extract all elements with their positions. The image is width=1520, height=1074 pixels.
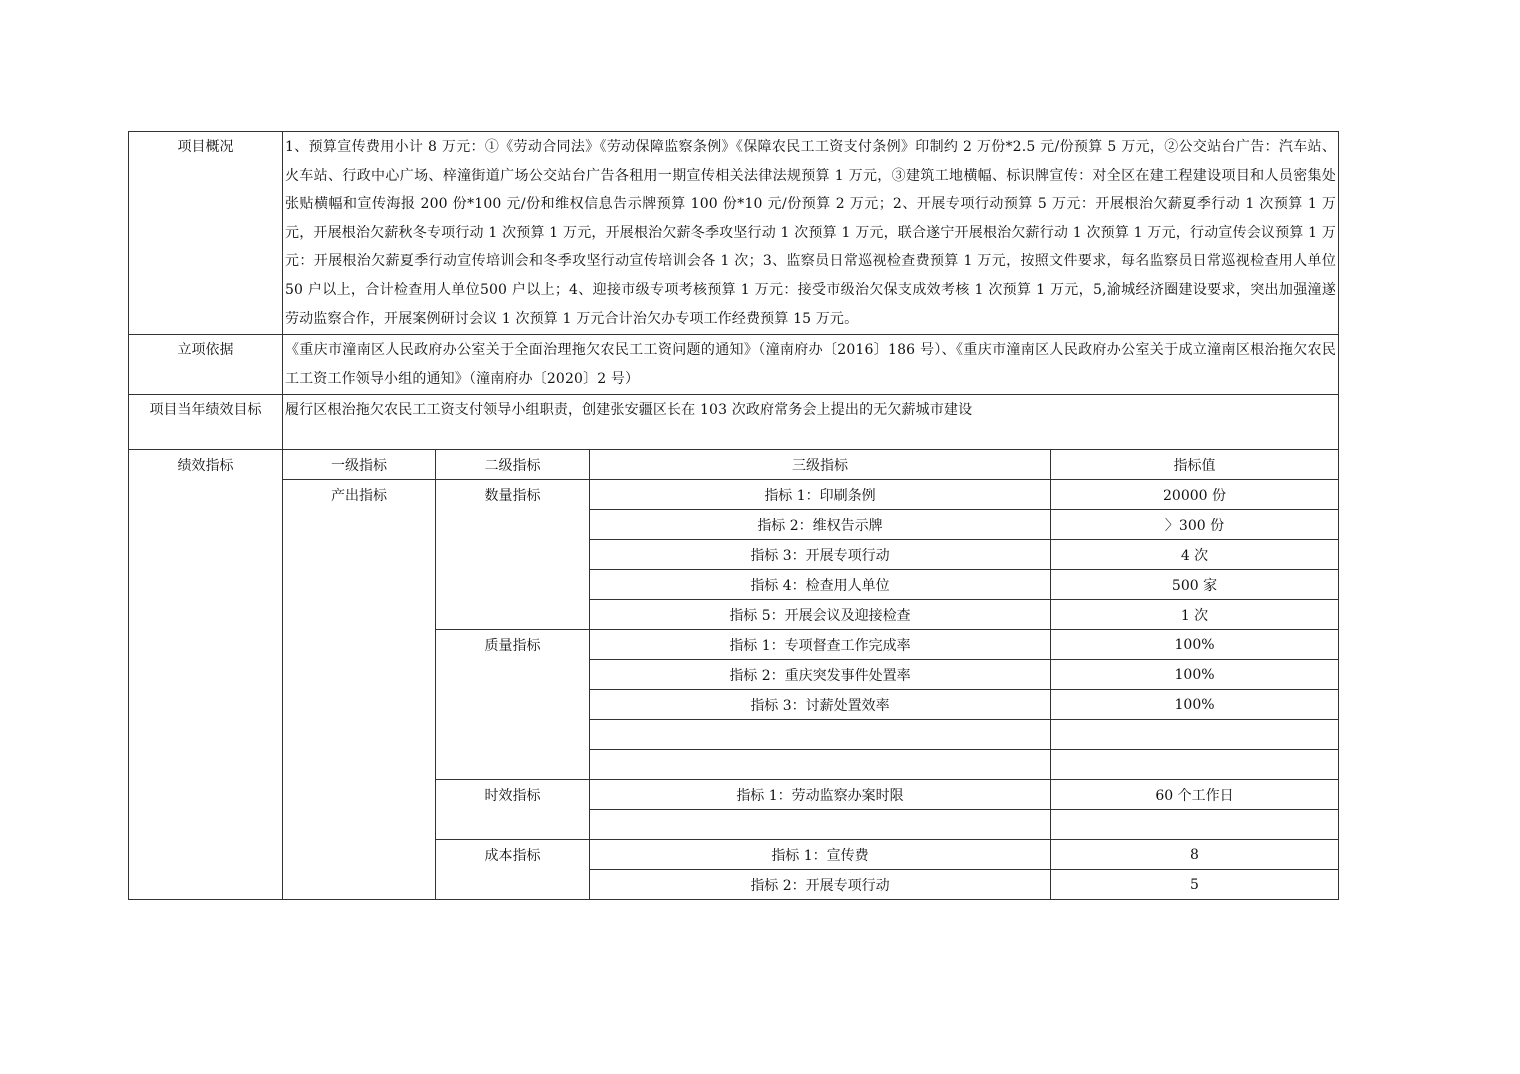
goal-text: 履行区根治拖欠农民工工资支付领导小组职责，创建张安疆区长在 103 次政府常务会上提出的无欠薪城市建设 bbox=[283, 395, 1339, 450]
indicator-name: 指标 1：宣传费 bbox=[590, 840, 1051, 870]
indicator-name: 指标 2：开展专项行动 bbox=[590, 870, 1051, 900]
indicator-value: 〉300 份 bbox=[1051, 510, 1339, 540]
indicator-name: 指标 2：维权告示牌 bbox=[590, 510, 1051, 540]
indicator-value: 8 bbox=[1051, 840, 1339, 870]
header-level1: 一级指标 bbox=[283, 450, 436, 480]
header-level2: 二级指标 bbox=[436, 450, 590, 480]
indicator-value: 5 bbox=[1051, 870, 1339, 900]
indicator-value: 1 次 bbox=[1051, 600, 1339, 630]
indicator-value: 20000 份 bbox=[1051, 480, 1339, 510]
overview-label: 项目概况 bbox=[129, 132, 283, 335]
header-level3: 三级指标 bbox=[590, 450, 1051, 480]
indicator-value: 500 家 bbox=[1051, 570, 1339, 600]
indicator-row bbox=[129, 480, 1339, 510]
indicators-label: 绩效指标 bbox=[129, 450, 283, 900]
group-quality: 质量指标 bbox=[436, 630, 590, 780]
level1-output: 产出指标 bbox=[283, 480, 436, 900]
indicator-name bbox=[590, 720, 1051, 750]
indicator-value: 60 个工作日 bbox=[1051, 780, 1339, 810]
goal-row bbox=[129, 395, 1339, 450]
group-timeliness: 时效指标 bbox=[436, 780, 590, 840]
header-value: 指标值 bbox=[1051, 450, 1339, 480]
indicator-value: 100% bbox=[1051, 690, 1339, 720]
indicator-name: 指标 3：讨薪处置效率 bbox=[590, 690, 1051, 720]
goal-label: 项目当年绩效目标 bbox=[129, 395, 283, 450]
indicator-header-row bbox=[129, 450, 1339, 480]
overview-row bbox=[129, 132, 1339, 335]
indicator-value: 4 次 bbox=[1051, 540, 1339, 570]
group-quantity: 数量指标 bbox=[436, 480, 590, 630]
overview-text: 1、预算宣传费用小计 8 万元：①《劳动合同法》《劳动保障监察条例》《保障农民工工资支付条例》印制约 2 万份*2.5 元/份预算 5 万元，②公交站台广告：汽车站、火车站、行政中心广场、梓潼街道广场公交站台广告各租用一期宣传相关法律法规预算 1 万元，③建筑工地横幅、标识牌宣传：对全区在建工程建设项目和人员密集处张贴横幅和宣传海报 200 份*100 元/份和维权信息告示牌预算 100 份*10 元/份预算 2 万元；2、开展专项行动预算 5 万元：开展根治欠薪夏季行动 1 次预算 1 万元，开展根治欠薪秋冬专项行动 1 次预算 1 万元，开展根治欠薪冬季攻坚行动 1 次预算 1 万元，联合遂宁开展根治欠薪行动 1 次预算 1 万元，行动宣传会议预算 1 万元：开展根治欠薪夏季行动宣传培训会和冬季攻坚行动宣传培训会各 1 次；3、监察员日常巡视检查费预算 1 万元，按照文件要求，每名监察员日常巡视检查用人单位 50 户以上，合计检查用人单位500 户以上；4、迎接市级专项考核预算 1 万元：接受市级治欠保支成效考核 1 次预算 1 万元，5,渝城经济圈建设要求，突出加强潼遂劳动监察合作，开展案例研讨会议 1 次预算 1 万元合计治欠办专项工作经费预算 15 万元。 bbox=[283, 132, 1339, 335]
indicator-value bbox=[1051, 750, 1339, 780]
indicator-name bbox=[590, 750, 1051, 780]
indicator-value: 100% bbox=[1051, 660, 1339, 690]
indicator-name: 指标 1：专项督查工作完成率 bbox=[590, 630, 1051, 660]
indicator-name: 指标 3：开展专项行动 bbox=[590, 540, 1051, 570]
basis-row bbox=[129, 335, 1339, 395]
indicator-value bbox=[1051, 810, 1339, 840]
indicator-name: 指标 5：开展会议及迎接检查 bbox=[590, 600, 1051, 630]
indicator-value bbox=[1051, 720, 1339, 750]
basis-label: 立项依据 bbox=[129, 335, 283, 395]
indicator-name: 指标 1：劳动监察办案时限 bbox=[590, 780, 1051, 810]
basis-text: 《重庆市潼南区人民政府办公室关于全面治理拖欠农民工工资问题的通知》（潼南府办〔2016〕186 号）、《重庆市潼南区人民政府办公室关于成立潼南区根治拖欠农民工工资工作领导小组的通知》（潼南府办〔2020〕2 号） bbox=[283, 335, 1339, 395]
performance-table bbox=[128, 131, 1339, 900]
indicator-name: 指标 4：检查用人单位 bbox=[590, 570, 1051, 600]
indicator-name: 指标 1：印刷条例 bbox=[590, 480, 1051, 510]
group-cost: 成本指标 bbox=[436, 840, 590, 900]
indicator-value: 100% bbox=[1051, 630, 1339, 660]
indicator-name: 指标 2：重庆突发事件处置率 bbox=[590, 660, 1051, 690]
indicator-name bbox=[590, 810, 1051, 840]
